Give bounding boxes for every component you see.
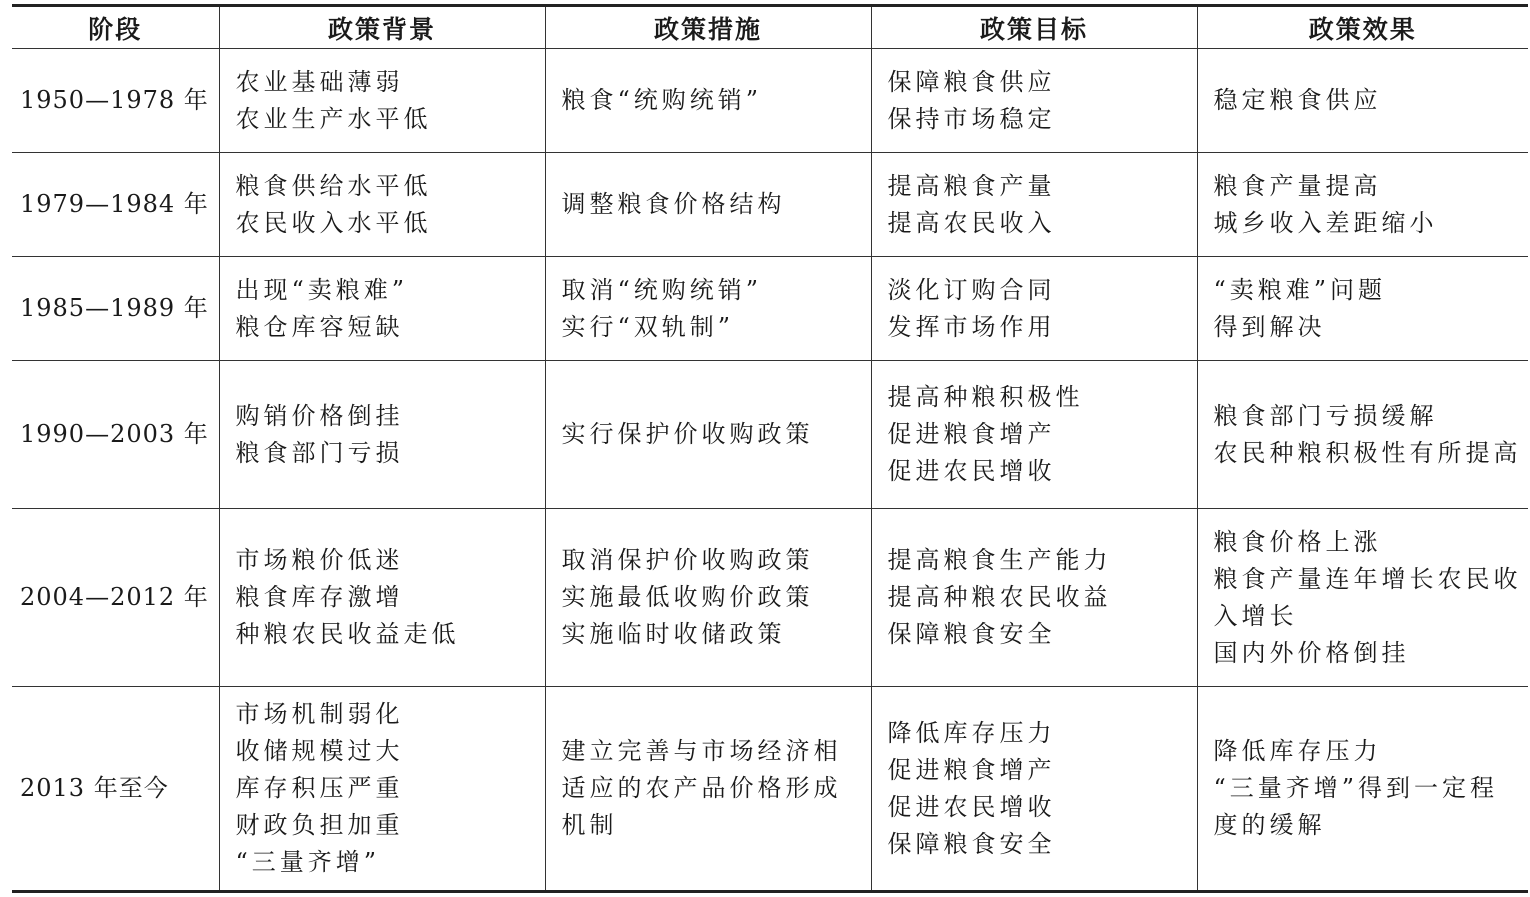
header-goals: 政策目标 [871,6,1197,49]
stage-cell: 2013 年至今 [12,687,219,892]
measures-cell: 取消“统购统销” 实行“双轨制” [545,257,871,361]
effects-cell: 稳定粮食供应 [1197,49,1528,153]
effects-cell: “卖粮难”问题 得到解决 [1197,257,1528,361]
goals-cell: 提高粮食产量 提高农民收入 [871,153,1197,257]
goals-cell: 淡化订购合同 发挥市场作用 [871,257,1197,361]
goals-cell: 提高种粮积极性 促进粮食增产 促进农民增收 [871,361,1197,509]
background-cell: 市场粮价低迷 粮食库存激增 种粮农民收益走低 [219,509,545,687]
stage-cell: 1950—1978 年 [12,49,219,153]
effects-cell: 降低库存压力 “三量齐增”得到一定程度的缓解 [1197,687,1528,892]
measures-cell: 实行保护价收购政策 [545,361,871,509]
background-cell: 购销价格倒挂 粮食部门亏损 [219,361,545,509]
policy-table [12,4,1528,893]
stage-cell: 1990—2003 年 [12,361,219,509]
stage-cell: 2004—2012 年 [12,509,219,687]
measures-cell: 粮食“统购统销” [545,49,871,153]
measures-cell: 取消保护价收购政策 实施最低收购价政策 实施临时收储政策 [545,509,871,687]
header-background: 政策背景 [219,6,545,49]
background-cell: 市场机制弱化 收储规模过大 库存积压严重 财政负担加重 “三量齐增” [219,687,545,892]
background-cell: 粮食供给水平低 农民收入水平低 [219,153,545,257]
header-row [12,6,1528,49]
table-row [12,509,1528,687]
table-row [12,153,1528,257]
stage-cell: 1979—1984 年 [12,153,219,257]
header-stage: 阶段 [12,6,219,49]
table-row [12,361,1528,509]
effects-cell: 粮食价格上涨 粮食产量连年增长农民收入增长 国内外价格倒挂 [1197,509,1528,687]
goals-cell: 保障粮食供应 保持市场稳定 [871,49,1197,153]
table-row [12,257,1528,361]
header-effects: 政策效果 [1197,6,1528,49]
table-row [12,687,1528,892]
background-cell: 出现“卖粮难” 粮仓库容短缺 [219,257,545,361]
goals-cell: 降低库存压力 促进粮食增产 促进农民增收 保障粮食安全 [871,687,1197,892]
header-measures: 政策措施 [545,6,871,49]
effects-cell: 粮食产量提高 城乡收入差距缩小 [1197,153,1528,257]
measures-cell: 调整粮食价格结构 [545,153,871,257]
goals-cell: 提高粮食生产能力 提高种粮农民收益 保障粮食安全 [871,509,1197,687]
stage-cell: 1985—1989 年 [12,257,219,361]
table-row [12,49,1528,153]
measures-cell: 建立完善与市场经济相适应的农产品价格形成机制 [545,687,871,892]
effects-cell: 粮食部门亏损缓解 农民种粮积极性有所提高 [1197,361,1528,509]
background-cell: 农业基础薄弱 农业生产水平低 [219,49,545,153]
